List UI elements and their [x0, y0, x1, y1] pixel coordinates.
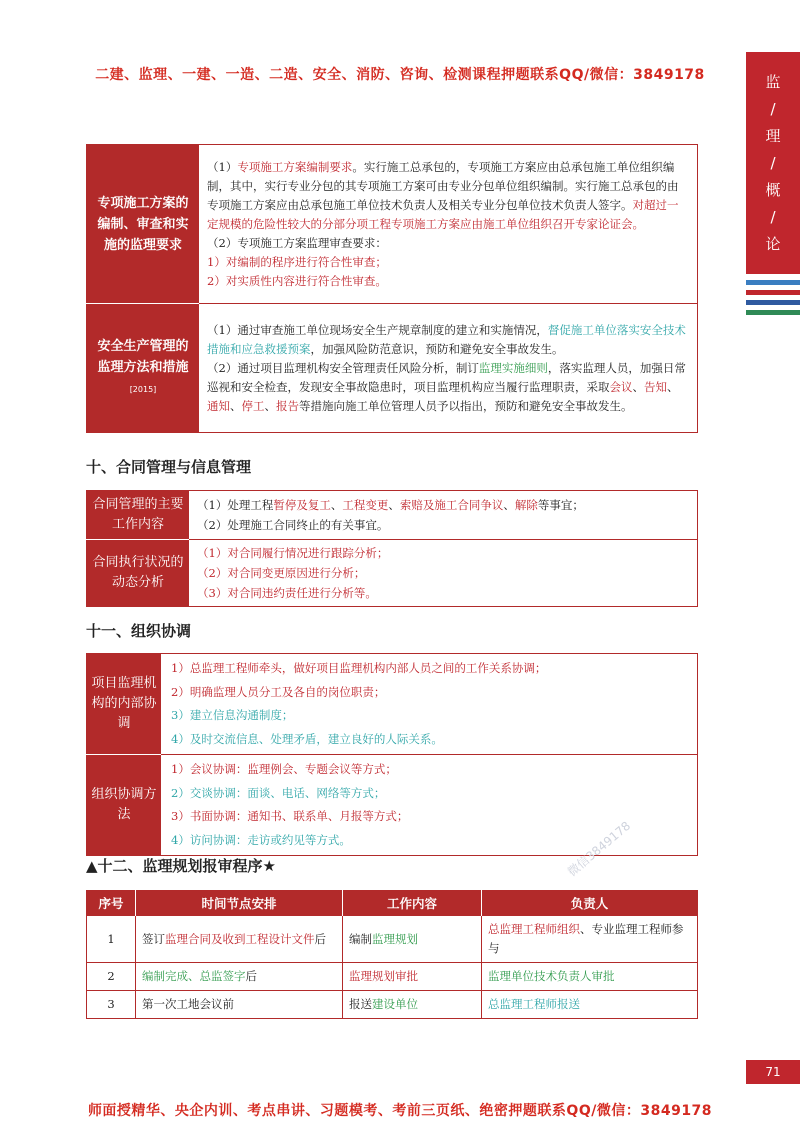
text-run: 1）对编制的程序进行符合性审查； — [207, 254, 387, 269]
cell-number: 2 — [87, 963, 136, 991]
text-run: 签订 — [142, 931, 165, 946]
side-tab-slash: / — [770, 153, 776, 172]
text-run: （2）专项施工方案监理审查要求： — [207, 235, 387, 250]
row-header: 专项施工方案的编制、审查和实施的监理要求 — [87, 145, 200, 304]
text-run: 、 — [230, 398, 242, 413]
side-tab-char: 概 — [765, 180, 781, 199]
text-run: 3）建立信息沟通制度； — [171, 708, 294, 722]
text-run: 总监理工程师组织 — [488, 922, 580, 936]
cell-owner — [482, 963, 698, 991]
column-header: 负责人 — [482, 891, 698, 916]
content-line — [197, 563, 689, 583]
text-run: ，落实监理人员，加强日常巡视和安全检查，发现安全事故隐患时，项目监理机构应当履行监理职责，采取 — [207, 360, 686, 394]
organization-coordination-table — [86, 653, 698, 856]
text-run: 编制 — [349, 931, 372, 946]
text-run: 总监理工程师报送 — [488, 997, 580, 1011]
text-run: 2）对实质性内容进行符合性审查。 — [207, 273, 387, 288]
row-body — [199, 145, 698, 304]
cell-number: 1 — [87, 916, 136, 963]
text-run: 后 — [314, 931, 326, 946]
row-body — [189, 540, 698, 607]
text-run: 监理实施细则 — [478, 360, 548, 375]
text-run: 、 — [388, 498, 400, 512]
text-run: 监理合同及收到工程设计文件 — [165, 931, 315, 946]
supervision-requirements-table — [86, 144, 698, 433]
text-run: 告知 — [644, 379, 667, 394]
stripe — [746, 280, 800, 285]
cell-owner — [482, 916, 698, 963]
content-line — [171, 704, 687, 728]
text-run: 专项施工方案编制要求 — [237, 159, 353, 174]
bottom-banner: 师面授精华、央企内训、考点串讲、习题模考、考前三页纸、绝密押题联系QQ/微信：3849178 — [87, 1103, 713, 1119]
text-run: （1）通过审查施工单位现场安全生产规章制度的建立和实施情况， — [207, 322, 548, 337]
text-run: 、专业监理工程师参与 — [488, 922, 684, 955]
text-run: 第一次工地会议前 — [142, 997, 234, 1011]
row-body — [161, 654, 698, 755]
chapter-side-tab — [746, 52, 800, 274]
cell-work — [343, 916, 482, 963]
text-run: 停工 — [241, 398, 265, 413]
cell-time — [136, 963, 343, 991]
text-run: （2）对合同变更原因进行分析； — [197, 566, 366, 580]
side-tab-char: 理 — [765, 126, 781, 145]
content-line — [207, 321, 689, 359]
text-run: ，加强风险防范意识，预防和避免安全事故发生。 — [310, 341, 564, 356]
text-run: 通知 — [207, 398, 230, 413]
text-run: （1） — [207, 159, 238, 174]
content-line — [207, 158, 689, 234]
text-run: 监理规划 — [372, 931, 418, 946]
content-line — [207, 234, 689, 253]
side-tab-slash: / — [770, 207, 776, 226]
top-banner: 二建、监理、一建、一造、二造、安全、消防、咨询、检测课程押题联系QQ/微信：3849178 — [95, 67, 705, 83]
text-run: 2）明确监理人员分工及各自的岗位职责； — [171, 684, 386, 699]
content-line — [197, 583, 689, 603]
text-run: 对超过一定规模的危险性较大的分部分项工程专项施工方案应由施工单位组织召开专家论证会。 — [207, 197, 679, 231]
text-run: 、 — [330, 498, 343, 512]
text-run: 等措施向施工单位管理人员予以指出，预防和避免安全事故发生。 — [299, 398, 633, 413]
side-tab-char: 监 — [765, 72, 781, 91]
content-line — [171, 782, 687, 806]
side-tab-slash: / — [770, 99, 776, 118]
text-run: 工程变更 — [342, 498, 389, 512]
column-header: 时间节点安排 — [136, 891, 343, 916]
text-run: 索赔及施工合同争议 — [399, 498, 504, 512]
cell-work — [343, 991, 482, 1019]
table-row — [87, 304, 698, 433]
text-run: 报告 — [276, 398, 299, 413]
text-run: 解除 — [514, 498, 538, 512]
cell-owner — [482, 991, 698, 1019]
content-line — [171, 681, 687, 705]
year-note: [2015] — [129, 385, 157, 394]
cell-time — [136, 991, 343, 1019]
text-run: 、 — [667, 379, 679, 394]
content-line — [197, 543, 689, 563]
content-line — [171, 657, 687, 681]
row-header: 安全生产管理的监理方法和措施 [2015] — [87, 304, 200, 433]
plan-approval-table — [86, 890, 698, 1019]
stripe — [746, 290, 800, 295]
text-run: 后 — [245, 969, 257, 983]
text-run: 监理单位技术负责人审批 — [488, 969, 615, 983]
text-run: 建设单位 — [372, 997, 418, 1011]
section-title: 十一、组织协调 — [86, 622, 192, 640]
text-run: 3）书面协调：通知书、联系单、月报等方式； — [171, 809, 409, 823]
row-header: 项目监理机构的内部协调 — [87, 654, 162, 755]
row-header: 合同执行状况的动态分析 — [87, 540, 190, 607]
content-line — [171, 728, 687, 752]
table-row — [87, 145, 698, 304]
text-run: 1）总监理工程师牵头，做好项目监理机构内部人员之间的工作关系协调； — [171, 661, 547, 675]
cell-number: 3 — [87, 991, 136, 1019]
side-tab-char: 论 — [765, 234, 781, 253]
table-row — [87, 540, 698, 607]
contract-management-table — [86, 490, 698, 607]
page-number: 71 — [746, 1060, 800, 1084]
row-header: 组织协调方法 — [87, 755, 162, 856]
text-run: 2）交谈协调：面谈、电话、网络等方式； — [171, 785, 386, 800]
text-run: 、 — [264, 398, 276, 413]
table-row — [87, 491, 698, 540]
text-run: （3）对合同违约责任进行分析等。 — [197, 586, 377, 600]
column-header: 工作内容 — [343, 891, 482, 916]
content-line — [197, 495, 689, 515]
content-line — [197, 515, 689, 535]
text-run: 暂停及复工 — [273, 498, 331, 512]
text-run: （2）处理施工合同终止的有关事宜。 — [197, 518, 389, 532]
text-run: 、 — [632, 379, 644, 394]
table-row — [87, 963, 698, 991]
cell-work — [343, 963, 482, 991]
stripe — [746, 300, 800, 305]
table-row — [87, 991, 698, 1019]
content-line — [207, 272, 689, 291]
content-line — [207, 253, 689, 272]
text-run: 编制完成、总监签字 — [142, 969, 246, 983]
table-header-row — [87, 891, 698, 916]
text-run: 报送 — [349, 997, 372, 1011]
row-body — [199, 304, 698, 433]
text-run: 监理规划审批 — [349, 969, 418, 983]
watermark: 微信3849178 — [564, 818, 634, 880]
table-row — [87, 654, 698, 755]
section-title: ▲十二、监理规划报审程序★ — [86, 857, 276, 875]
text-run: 会议 — [609, 379, 633, 394]
text-run: 等事宜； — [537, 498, 584, 512]
text-run: 4）及时交流信息、处理矛盾，建立良好的人际关系。 — [171, 731, 443, 746]
decorative-stripes — [746, 280, 800, 320]
content-line — [207, 359, 689, 416]
text-run: 。实行施工总承包的，专项施工方案应由总承包施工单位组织编制，其中，实行专业分包的其专项施工方案可由专业分包单位组织编制。实行施工总承包的由专项施工方案应由总承包施工单位技术负责人及相关专业分包单位技术负责人签字。 — [207, 159, 679, 212]
text-run: 1）会议协调：监理例会、专题会议等方式； — [171, 762, 397, 776]
text-run: 4）访问协调：走访或约见等方式。 — [171, 832, 351, 847]
section-title: 十、合同管理与信息管理 — [86, 458, 252, 476]
content-line — [171, 805, 687, 829]
column-header: 序号 — [87, 891, 136, 916]
table-row — [87, 916, 698, 963]
content-line — [171, 758, 687, 782]
text-run: 、 — [503, 498, 515, 512]
row-body — [189, 491, 698, 540]
text-run: （1）处理工程 — [197, 498, 274, 512]
text-run: （1）对合同履行情况进行跟踪分析； — [197, 546, 389, 560]
stripe — [746, 310, 800, 315]
text-run: （2）通过项目监理机构安全管理责任风险分析，制订 — [207, 360, 479, 375]
row-header: 合同管理的主要工作内容 — [87, 491, 190, 540]
cell-time — [136, 916, 343, 963]
text-run: 督促施工单位落实安全技术措施和应急救援预案 — [207, 322, 686, 356]
